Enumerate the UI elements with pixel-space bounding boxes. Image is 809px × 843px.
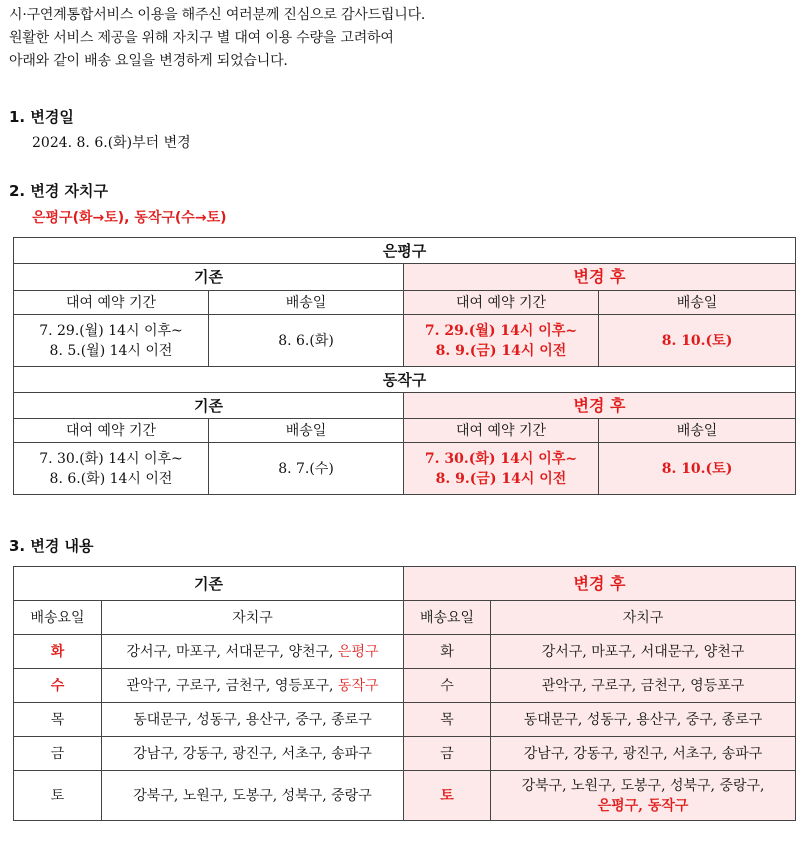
delivery-day-table [13, 566, 796, 821]
before-header: 기존 [14, 393, 404, 419]
district-cell: 강남구, 강동구, 광진구, 서초구, 송파구 [102, 737, 404, 771]
district-list: 관악구, 구로구, 금천구, 영등포구, [126, 677, 338, 694]
section-2-title: 2. 변경 자치구 [9, 182, 109, 200]
section-3-title: 3. 변경 내용 [9, 537, 94, 555]
before-day-header: 배송요일 [14, 601, 102, 635]
day-cell: 금 [14, 737, 102, 771]
before-delivery-header: 배송일 [209, 419, 404, 443]
before-district-header: 자치구 [102, 601, 404, 635]
before-header: 기존 [14, 264, 404, 291]
after-header: 변경 후 [404, 393, 796, 419]
district-title-eunpyeong: 은평구 [14, 238, 796, 264]
district-cell [102, 669, 404, 703]
day-cell: 화 [14, 635, 102, 669]
table-row [14, 635, 796, 669]
before-period-end: 8. 6.(화) 14시 이전 [49, 470, 173, 487]
before-period-cell [14, 443, 209, 495]
day-cell: 금 [404, 737, 491, 771]
after-delivery-header: 배송일 [599, 291, 796, 315]
before-period-start: 7. 29.(월) 14시 이후~ [39, 322, 183, 339]
day-cell: 화 [404, 635, 491, 669]
district-cell: 강남구, 강동구, 광진구, 서초구, 송파구 [491, 737, 796, 771]
after-period-end: 8. 9.(금) 14시 이전 [435, 470, 567, 487]
after-period-end: 8. 9.(금) 14시 이전 [435, 342, 567, 359]
before-delivery-header: 배송일 [209, 291, 404, 315]
intro-paragraph [9, 4, 425, 73]
changed-district: 은평구 [337, 643, 379, 660]
changed-district: 동작구 [337, 677, 379, 694]
after-period-start: 7. 30.(화) 14시 이후~ [424, 450, 578, 467]
after-delivery-header: 배송일 [599, 419, 796, 443]
after-header: 변경 후 [404, 567, 796, 601]
before-delivery-cell: 8. 6.(화) [209, 315, 404, 367]
day-cell: 수 [14, 669, 102, 703]
after-period-cell [404, 443, 599, 495]
after-delivery-cell: 8. 10.(토) [599, 443, 796, 495]
changed-districts-text: 은평구(화→토), 동작구(수→토) [32, 210, 227, 226]
day-cell: 토 [14, 771, 102, 821]
table-row [14, 771, 796, 821]
intro-line-1: 시·구연계통합서비스 이용을 해주신 여러분께 진심으로 감사드립니다. [9, 7, 426, 23]
change-date-text: 2024. 8. 6.(화)부터 변경 [32, 135, 191, 151]
table-row [14, 669, 796, 703]
before-period-end: 8. 5.(월) 14시 이전 [49, 342, 173, 359]
intro-line-3: 아래와 같이 배송 요일을 변경하게 되었습니다. [9, 53, 288, 69]
district-list: 강서구, 마포구, 서대문구, 양천구, [126, 643, 338, 660]
district-cell: 강북구, 노원구, 도봉구, 성북구, 중랑구 [102, 771, 404, 821]
district-title-dongjak: 동작구 [14, 367, 796, 393]
day-cell: 토 [404, 771, 491, 821]
after-header: 변경 후 [404, 264, 796, 291]
district-cell: 동대문구, 성동구, 용산구, 중구, 종로구 [102, 703, 404, 737]
district-schedule-table [13, 237, 796, 495]
changed-district: 은평구, 동작구 [597, 797, 689, 814]
before-period-cell [14, 315, 209, 367]
after-day-header: 배송요일 [404, 601, 491, 635]
before-delivery-cell: 8. 7.(수) [209, 443, 404, 495]
after-period-cell [404, 315, 599, 367]
before-period-header: 대여 예약 기간 [14, 291, 209, 315]
table-row [14, 737, 796, 771]
district-cell: 동대문구, 성동구, 용산구, 중구, 종로구 [491, 703, 796, 737]
district-cell: 관악구, 구로구, 금천구, 영등포구 [491, 669, 796, 703]
intro-line-2: 원활한 서비스 제공을 위해 자치구 별 대여 이용 수량을 고려하여 [9, 30, 394, 46]
day-cell: 수 [404, 669, 491, 703]
section-1-title: 1. 변경일 [9, 108, 74, 126]
before-header: 기존 [14, 567, 404, 601]
day-cell: 목 [404, 703, 491, 737]
after-period-start: 7. 29.(월) 14시 이후~ [424, 322, 578, 339]
before-period-header: 대여 예약 기간 [14, 419, 209, 443]
after-delivery-cell: 8. 10.(토) [599, 315, 796, 367]
before-period-start: 7. 30.(화) 14시 이후~ [39, 450, 183, 467]
after-period-header: 대여 예약 기간 [404, 291, 599, 315]
table-row [14, 703, 796, 737]
district-list: 강북구, 노원구, 도봉구, 성북구, 중랑구, [521, 777, 765, 794]
after-district-header: 자치구 [491, 601, 796, 635]
district-cell [491, 771, 796, 821]
after-period-header: 대여 예약 기간 [404, 419, 599, 443]
district-cell [102, 635, 404, 669]
day-cell: 목 [14, 703, 102, 737]
district-cell: 강서구, 마포구, 서대문구, 양천구 [491, 635, 796, 669]
